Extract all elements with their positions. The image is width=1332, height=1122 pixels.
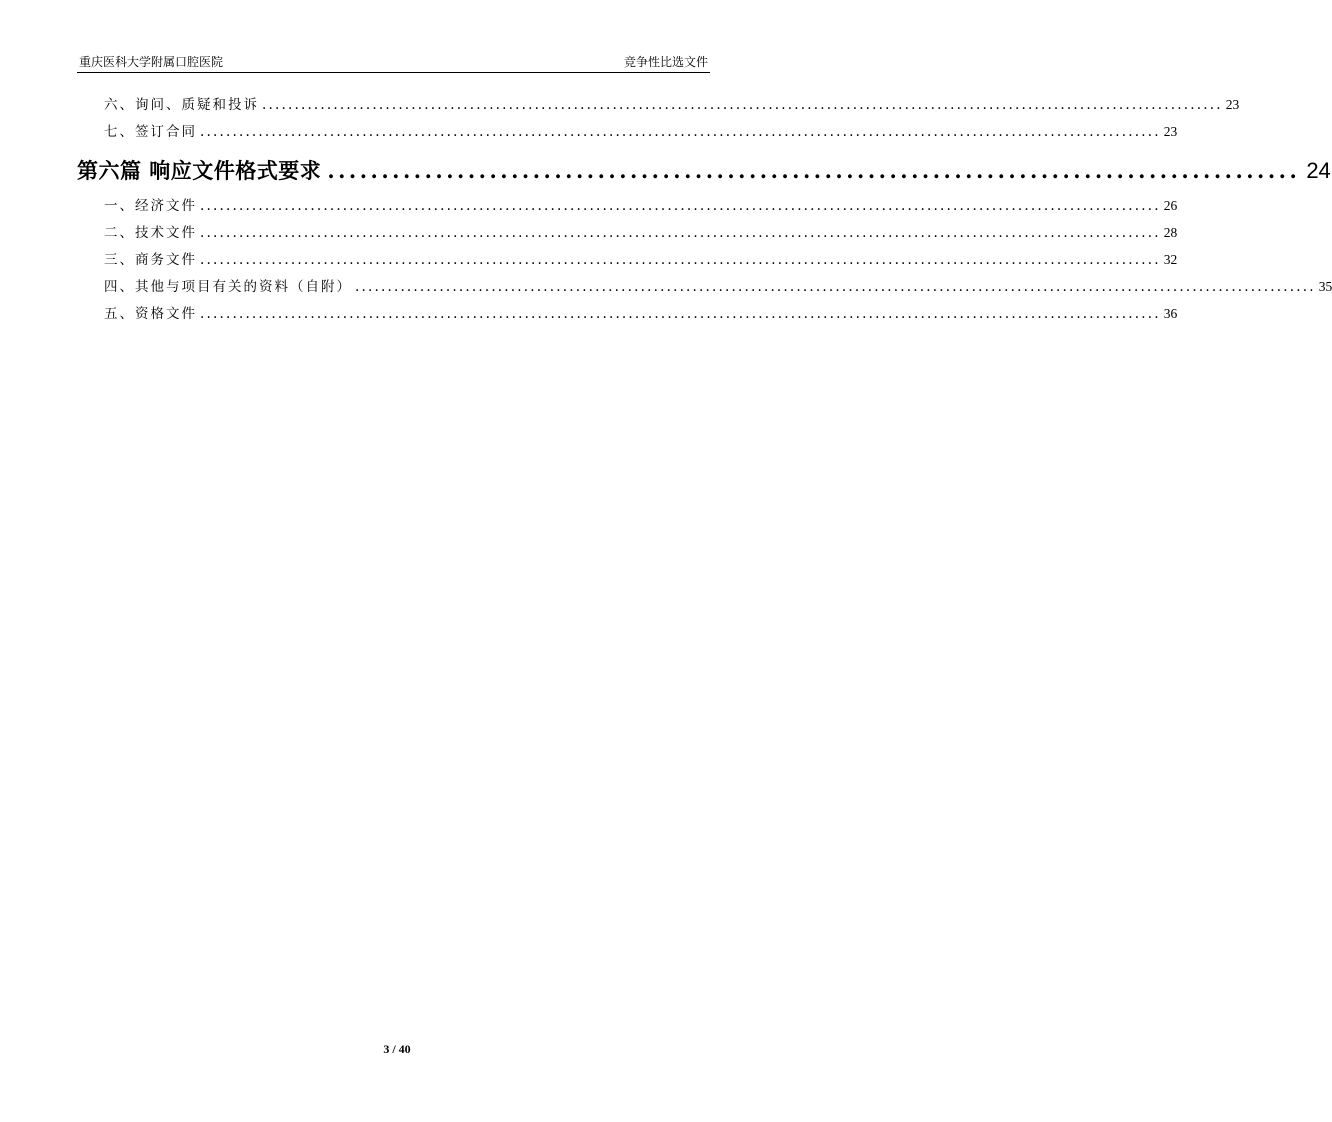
toc-chapter-entry[interactable] xyxy=(77,156,1331,186)
header-organization: 重庆医科大学附属口腔医院 xyxy=(79,55,224,69)
toc-dot-leader: .................................................................................................................................................... xyxy=(262,97,1223,113)
toc-entry-page: 23 xyxy=(1163,124,1178,139)
toc-entry[interactable] xyxy=(77,95,1240,115)
toc-entry-page: 35 xyxy=(1318,279,1332,294)
toc-dot-leader: .................................................................................................................................................... xyxy=(200,198,1161,214)
toc-chapter-label: 第六篇 响应文件格式要求 xyxy=(77,158,322,183)
toc-entry[interactable] xyxy=(77,250,1178,270)
toc-entry-page: 23 xyxy=(1225,97,1240,112)
toc-dot-leader: .................................................................................................................................................... xyxy=(200,225,1161,241)
toc-entry-label: 一、经济文件 xyxy=(104,198,197,214)
toc-chapter-page: 24 xyxy=(1306,158,1331,183)
page-header xyxy=(77,54,710,73)
toc-dot-leader: .................................................................................................................................................... xyxy=(200,252,1161,268)
page-number-footer: 3 / 40 xyxy=(383,1042,411,1056)
toc-entry-page: 28 xyxy=(1163,225,1178,240)
toc-entry[interactable] xyxy=(77,196,1178,216)
toc-dot-leader: .......................................................................................... xyxy=(327,158,1301,183)
toc-dot-leader: .................................................................................................................................................... xyxy=(355,279,1316,295)
header-document-type: 竞争性比选文件 xyxy=(623,55,708,69)
toc-entry[interactable] xyxy=(77,122,1178,142)
toc-entry-label: 三、商务文件 xyxy=(104,252,197,268)
toc-entry-page: 32 xyxy=(1163,252,1178,267)
toc-entry[interactable] xyxy=(77,304,1178,324)
toc-entry[interactable] xyxy=(77,223,1178,243)
toc-dot-leader: .................................................................................................................................................... xyxy=(200,306,1161,322)
toc-entry-page: 26 xyxy=(1163,198,1178,213)
toc-entry-label: 七、签订合同 xyxy=(104,124,197,140)
toc-entry-label: 四、其他与项目有关的资料（自附） xyxy=(104,279,352,295)
toc-dot-leader: .................................................................................................................................................... xyxy=(200,124,1161,140)
toc-entry[interactable] xyxy=(77,277,1332,297)
toc-entry-page: 36 xyxy=(1163,306,1178,321)
toc-entry-label: 六、询问、质疑和投诉 xyxy=(104,97,259,113)
toc-entry-label: 二、技术文件 xyxy=(104,225,197,241)
toc-entry-label: 五、资格文件 xyxy=(104,306,197,322)
